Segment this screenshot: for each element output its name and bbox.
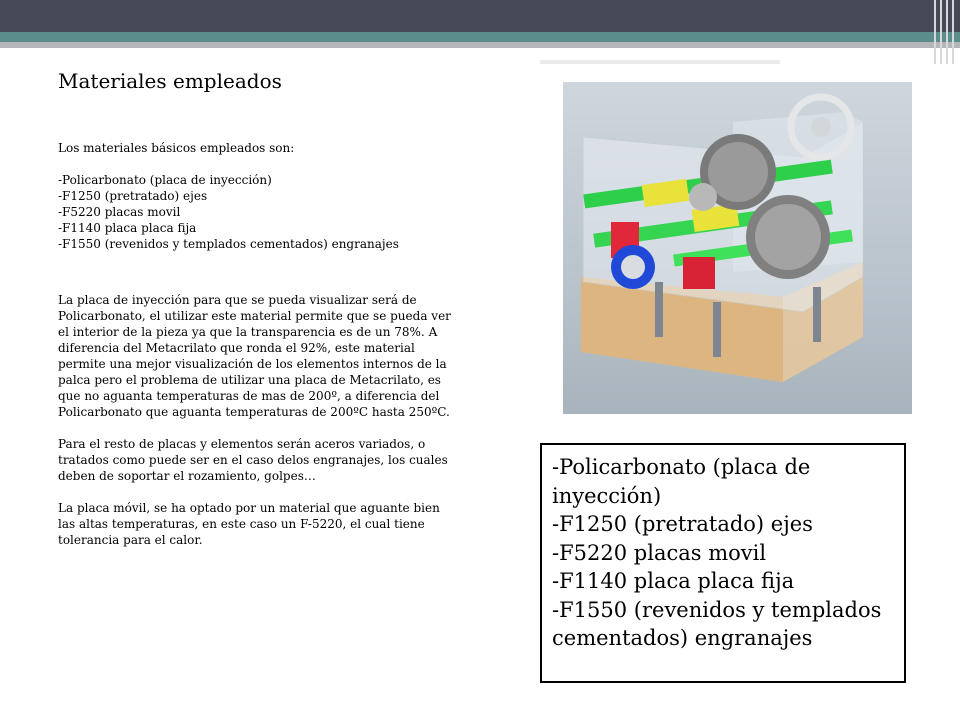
slide-title: Materiales empleados — [58, 69, 282, 93]
paragraph-placa-movil: La placa móvil, se ha optado por un material que aguante bien las altas temperaturas, en este caso un F-5220, el cual tiene tolerancia para el calor. — [58, 501, 440, 547]
summary-line: -F1550 (revenidos y templados cementados) engranajes — [552, 597, 882, 650]
summary-line: -F1250 (pretratado) ejes — [552, 512, 813, 536]
intro-text: Los materiales básicos empleados son: — [58, 141, 295, 155]
materials-summary-box — [540, 443, 906, 683]
material-item: -F1140 placa placa fija — [58, 221, 197, 235]
material-item: -Policarbonato (placa de inyección) — [58, 173, 272, 187]
summary-line: -F1140 placa placa fija — [552, 569, 795, 593]
decorative-line — [540, 60, 780, 64]
summary-line: -F5220 placas movil — [552, 540, 767, 565]
decorative-line — [568, 48, 888, 51]
injection-mold-render-image — [563, 82, 912, 414]
paragraph-policarbonato: La placa de inyección para que se pueda visualizar será de Policarbonato, el utilizar este material permite que se pueda ver el interior de la pieza ya que la transparencia es de un 78%. A diferencia del Metacrilato que ronda el 92%, este material permite una mejor visualización de los elementos internos de la palca pero el problema de utilizar una placa de Metacrilato, es que no aguanta temperaturas de mas de 200º, a diferencia del Policarbonato que aguanta temperaturas de 200ºC hasta 250ºC. — [58, 293, 451, 419]
material-item: -F1550 (revenidos y templados cementados) engranajes — [58, 237, 399, 251]
mold-illustration — [563, 82, 912, 414]
slide-body — [58, 140, 458, 548]
summary-line: -Policarbonato (placa de inyección) — [552, 455, 811, 508]
accent-band — [0, 32, 960, 42]
material-item: -F1250 (pretratado) ejes — [58, 189, 208, 203]
material-item: -F5220 placas movil — [58, 205, 181, 219]
paragraph-aceros: Para el resto de placas y elementos serán aceros variados, o tratados como puede ser en el caso delos engranajes, los cuales deben de soportar el rozamiento, golpes… — [58, 437, 448, 483]
corner-decoration — [930, 0, 960, 64]
header-bar — [0, 0, 960, 32]
